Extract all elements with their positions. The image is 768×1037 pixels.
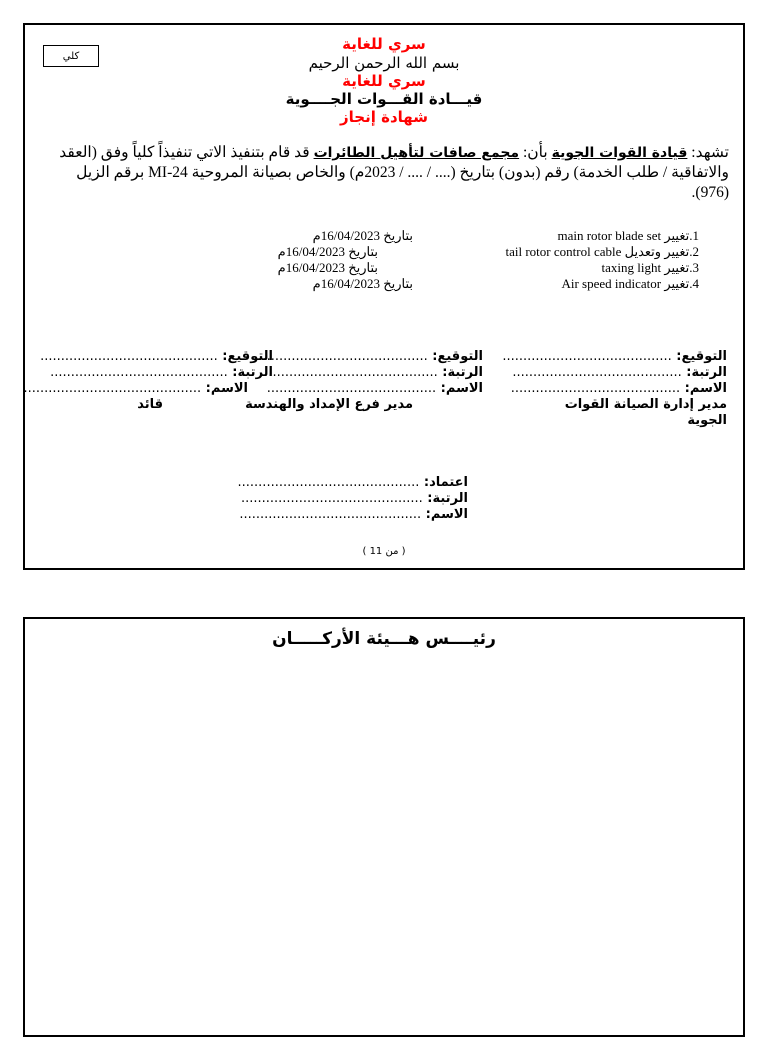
classification-top: سري للغاية bbox=[342, 35, 426, 53]
rank-line: ......................................... bbox=[512, 365, 682, 380]
name-line: ......................................... bbox=[510, 381, 681, 396]
signature-block-right bbox=[502, 349, 727, 429]
body-text: قد قام بتنفيذ الاتي تنفيذاً كلياً وفق (العقد والاتفاقية / طلب الخدمة) رقم (بدون) بتاريخ (.... / .... / 2023م) والخاص بصيانة المروحية MI-24 برقم الزيل (976). bbox=[59, 144, 729, 201]
body-intro: تشهد: bbox=[687, 144, 729, 161]
work-item-4-date: بتاريخ 16/04/2023م bbox=[312, 276, 413, 291]
rank-line: ............................................ bbox=[240, 491, 423, 506]
signatory-title-right: مدير إدارة الصيانة القوات الجوية bbox=[564, 397, 727, 428]
rank-line: ......................................... bbox=[268, 365, 438, 380]
rank-label: الرتبة: bbox=[442, 365, 483, 380]
classification-badge: كلي bbox=[43, 45, 99, 67]
executing-unit: مجمع صافات لتأهيل الطائرات bbox=[313, 145, 520, 161]
name-label: الاسم: bbox=[425, 507, 468, 522]
page-number: ( من 11 ) bbox=[362, 546, 406, 557]
work-item-1-date: بتاريخ 16/04/2023م bbox=[312, 228, 413, 243]
name-line: ............................................ bbox=[239, 507, 422, 522]
sign-line: ........................................... bbox=[40, 349, 218, 364]
work-item-4: 4.تغيير Air speed indicator bbox=[561, 276, 699, 291]
signatory-title-left: قائد bbox=[137, 397, 163, 412]
work-item-1: 1.تغيير main rotor blade set bbox=[557, 228, 699, 243]
name-line: ......................................... bbox=[266, 381, 437, 396]
basmala: بسم الله الرحمن الرحيم bbox=[308, 54, 460, 72]
work-item-2-date: بتاريخ 16/04/2023م bbox=[277, 244, 378, 259]
approval-line: ............................................ bbox=[237, 475, 420, 490]
rank-label: الرتبة: bbox=[427, 491, 468, 506]
approval-label: اعتماد: bbox=[423, 475, 468, 490]
document-page-1 bbox=[23, 23, 745, 570]
rank-line: ........................................... bbox=[50, 365, 228, 380]
name-label: الاسم: bbox=[684, 381, 727, 396]
issuing-organization: قيادة القوات الجوية bbox=[551, 145, 688, 161]
name-label: الاسم: bbox=[440, 381, 483, 396]
document-page-2 bbox=[23, 617, 745, 1037]
sign-label: التوقيع: bbox=[432, 349, 483, 364]
certificate-title: شهادة إنجاز bbox=[340, 108, 428, 126]
body-connector: بأن: bbox=[519, 144, 552, 161]
work-item-3-date: بتاريخ 16/04/2023م bbox=[277, 260, 378, 275]
sign-line: ......................................... bbox=[502, 349, 672, 364]
rank-label: الرتبة: bbox=[232, 365, 273, 380]
classification-second: سري للغاية bbox=[342, 72, 426, 90]
name-line: ........................................... bbox=[23, 381, 202, 396]
sign-label: التوقيع: bbox=[222, 349, 273, 364]
certificate-body bbox=[35, 143, 729, 203]
signatory-title-middle: مدير فرع الإمداد والهندسة bbox=[245, 397, 413, 412]
signature-block-middle bbox=[245, 349, 483, 413]
approval-block bbox=[238, 475, 468, 523]
command-name: قيـــادة القـــوات الجــــوية bbox=[285, 90, 483, 108]
work-item-3: 3.تغيير taxing light bbox=[601, 260, 699, 275]
name-label: الاسم: bbox=[205, 381, 248, 396]
sign-line: ......................................... bbox=[258, 349, 428, 364]
rank-label: الرتبة: bbox=[686, 365, 727, 380]
work-item-2: 2.تغيير وتعديل tail rotor control cable bbox=[505, 244, 699, 259]
page-2-title: رئيــــس هـــيئة الأركـــــان bbox=[272, 629, 496, 649]
sign-label: التوقيع: bbox=[676, 349, 727, 364]
signature-block-left bbox=[23, 349, 273, 413]
